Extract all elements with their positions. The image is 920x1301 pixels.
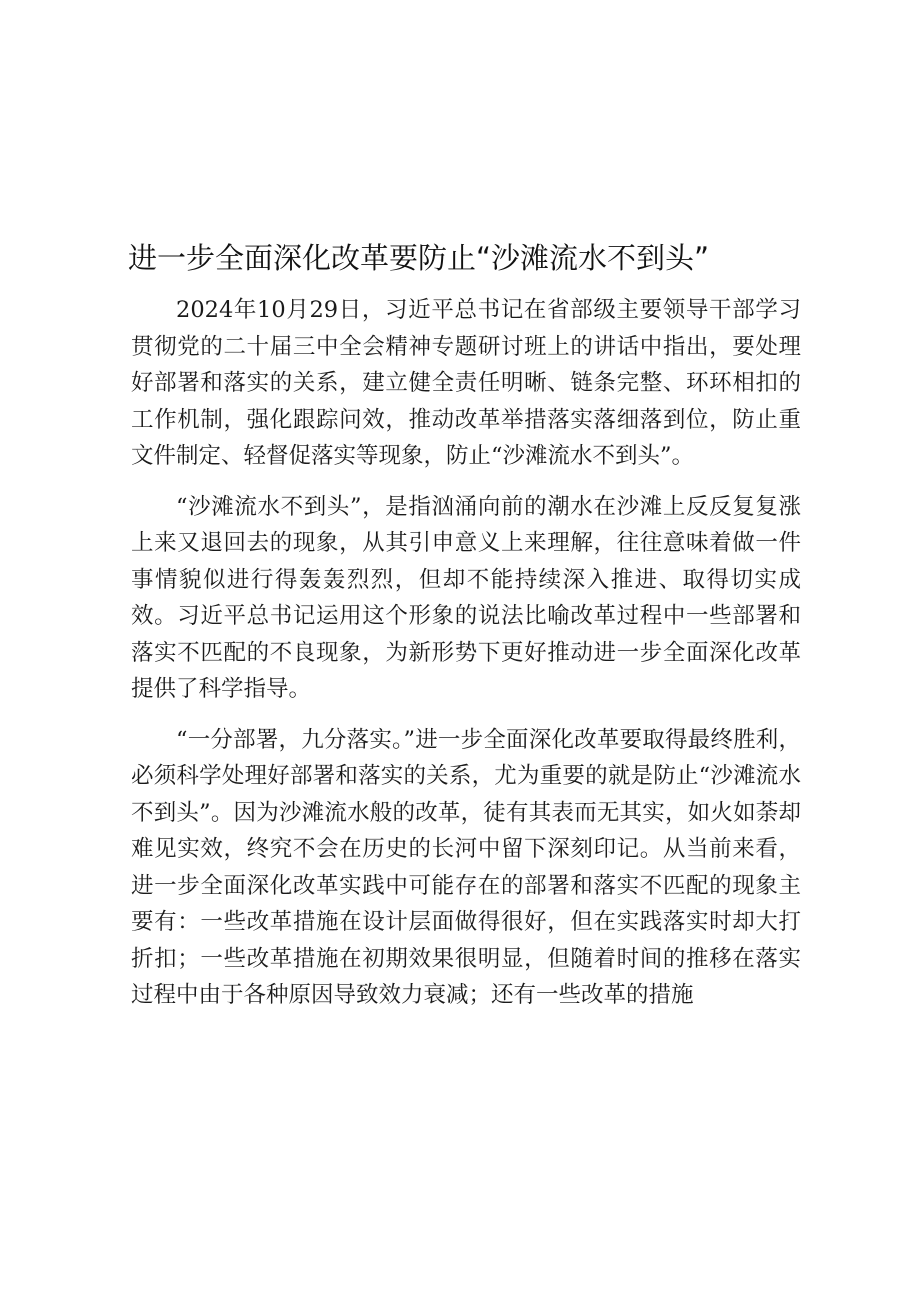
document-title: 进一步全面深化改革要防止“沙滩流水不到头” [128,241,710,275]
paragraph-3: “一分部署，九分落实。”进一步全面深化改革要取得最终胜利，必须科学处理好部署和落实的关系，尤为重要的就是防止“沙滩流水不到头”。因为沙滩流水般的改革，徒有其表而无其实，如火如荼却难见实效，终究不会在历史的长河中留下深刻印记。从当前来看，进一步全面深化改革实践中可能存在的部署和落实不匹配的现象主要有：一些改革措施在设计层面做得很好，但在实践落实时却大打折扣；一些改革措施在初期效果很明显，但随着时间的推移在落实过程中由于各种原因导致效力衰减；还有一些改革的措施 [131,726,801,1008]
paragraph-2: “沙滩流水不到头”，是指汹涌向前的潮水在沙滩上反反复复涨上来又退回去的现象，从其引申意义上来理解，往往意味着做一件事情貌似进行得轰轰烈烈，但却不能持续深入推进、取得切实成效。习近平总书记运用这个形象的说法比喻改革过程中一些部署和落实不匹配的不良现象，为新形势下更好推动进一步全面深化改革提供了科学指导。 [131,493,801,702]
document-body [131,292,801,1028]
paragraph-1: 2024年10月29日，习近平总书记在省部级主要领导干部学习贯彻党的二十届三中全会精神专题研讨班上的讲话中指出，要处理好部署和落实的关系，建立健全责任明晰、链条完整、环环相扣的工作机制，强化跟踪问效，推动改革举措落实落细落到位，防止重文件制定、轻督促落实等现象，防止“沙滩流水不到头”。 [131,297,801,469]
